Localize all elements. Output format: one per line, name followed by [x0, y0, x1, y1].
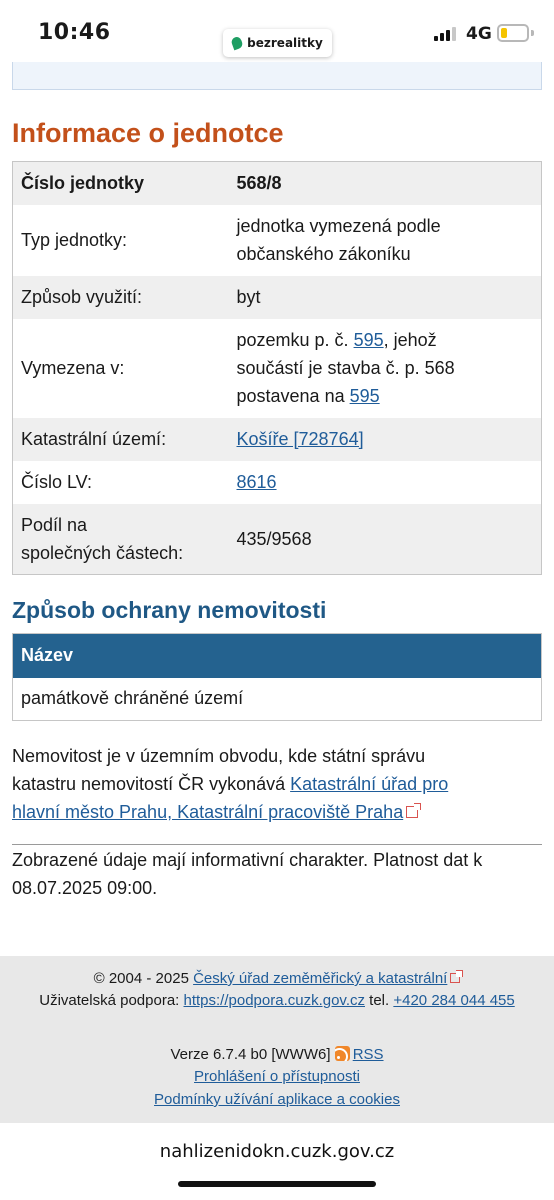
kosire-link[interactable]: Košíře [728764]: [236, 429, 364, 449]
battery-tip: [531, 30, 534, 36]
external-link-icon: [406, 806, 418, 818]
cadastral-office-link-2[interactable]: hlavní město Prahu, Katastrální pracoviště Praha: [12, 802, 404, 822]
row-value-vymezena: [229, 319, 542, 418]
row-label-cislo-lv: Číslo LV:: [21, 472, 93, 492]
status-bar: [0, 0, 554, 64]
disclaimer-line1: Zobrazené údaje mají informativní charakter. Platnost dat k: [12, 850, 483, 870]
table-row: [13, 461, 542, 504]
podil-label2: společných částech:: [21, 542, 184, 563]
app-badge-label: bezrealitky: [247, 36, 323, 50]
table-row: [13, 504, 542, 575]
section-title-informace: Informace o jednotce: [12, 118, 284, 148]
row-label-cislo-jednotky: Číslo jednotky: [21, 173, 145, 194]
rss-link[interactable]: RSS: [352, 1046, 384, 1063]
podil-label1: Podíl na: [21, 514, 88, 535]
status-time: 10:46: [38, 20, 111, 45]
parcel-595-link[interactable]: 595: [353, 330, 384, 350]
copyright-text: © 2004 - 2025: [93, 970, 194, 987]
typ-line2: občanského zákoníku: [236, 244, 411, 264]
table-row: [13, 205, 542, 276]
support-label: Uživatelská podpora:: [39, 992, 184, 1009]
footer-accessibility-line: [0, 1066, 554, 1088]
row-label-vymezena: Vymezena v:: [21, 358, 125, 378]
home-indicator[interactable]: [178, 1181, 376, 1187]
table-row: [13, 162, 542, 205]
accessibility-link[interactable]: Prohlášení o přístupnosti: [194, 1068, 360, 1085]
parcel-595-link-2[interactable]: 595: [349, 386, 380, 406]
lv-8616-link[interactable]: 8616: [236, 472, 277, 492]
protection-value: památkově chráněné území: [21, 688, 244, 709]
footer-version-line: [0, 1044, 554, 1066]
vymezena-text4: postavena na: [236, 386, 350, 406]
table-row: [13, 418, 542, 461]
notice-text2: katastru nemovitostí ČR vykonává: [12, 774, 291, 794]
notice-text1: Nemovitost je v územním obvodu, kde státní správu: [12, 746, 426, 766]
protection-table: [12, 633, 542, 721]
cadastral-office-notice: [12, 742, 542, 826]
support-link[interactable]: https://podpora.cuzk.gov.cz: [183, 992, 365, 1009]
row-value-typ-jednotky: [229, 205, 542, 276]
url-text[interactable]: nahlizenidokn.cuzk.gov.cz: [159, 1141, 395, 1162]
unit-info-table: [12, 161, 542, 575]
network-type: 4G: [466, 24, 492, 44]
vymezena-text1: pozemku p. č.: [236, 330, 354, 350]
footer-copyright-line: [0, 968, 554, 990]
battery-icon: [497, 24, 529, 42]
row-value-zpusob-vyuziti: byt: [236, 287, 261, 307]
rss-icon: [335, 1046, 350, 1061]
section-title-ochrana: Způsob ochrany nemovitosti: [12, 597, 327, 623]
row-label-typ-jednotky: Typ jednotky:: [21, 230, 128, 250]
external-link-icon: [450, 973, 460, 983]
column-header-nazev: Název: [13, 634, 542, 678]
vymezena-text3: součástí je stavba č. p. 568: [236, 358, 455, 378]
battery-level: [501, 28, 507, 38]
disclaimer: [12, 846, 542, 902]
cadastral-office-link[interactable]: Katastrální úřad pro: [290, 774, 449, 794]
version-text: Verze 6.7.4 b0 [WWW6]: [170, 1046, 335, 1063]
app-return-badge[interactable]: [223, 29, 332, 57]
disclaimer-line2: 08.07.2025 09:00.: [12, 878, 158, 898]
row-value-podil: 435/9568: [236, 528, 312, 549]
phone-link[interactable]: +420 284 044 455: [393, 992, 515, 1009]
footer-terms-line: [0, 1089, 554, 1111]
row-label-zpusob-vyuziti: Způsob využití:: [21, 287, 143, 307]
cellular-signal-icon: [434, 27, 456, 41]
table-row: [13, 319, 542, 418]
row-value-cislo-jednotky: 568/8: [236, 173, 282, 194]
row-value-katastralni-uzemi: [229, 418, 542, 461]
vymezena-text2: , jehož: [383, 330, 437, 350]
cuzk-link[interactable]: Český úřad zeměměřický a katastrální: [193, 970, 448, 987]
terms-link[interactable]: Podmínky užívání aplikace a cookies: [154, 1091, 400, 1108]
row-label-podil: [13, 504, 229, 575]
divider: [12, 844, 542, 845]
table-row: [13, 276, 542, 319]
browser-address-bar[interactable]: [0, 1123, 554, 1200]
row-value-cislo-lv: [229, 461, 542, 504]
tel-label: tel.: [365, 992, 394, 1009]
bezrealitky-logo-icon: [230, 36, 244, 51]
row-label-katastralni-uzemi: Katastrální území:: [21, 429, 167, 449]
footer-support-line: [0, 990, 554, 1012]
table-row: [13, 678, 542, 721]
typ-line1: jednotka vymezená podle: [236, 216, 441, 236]
page-footer: [0, 956, 554, 1123]
previous-section-box: [12, 62, 542, 90]
